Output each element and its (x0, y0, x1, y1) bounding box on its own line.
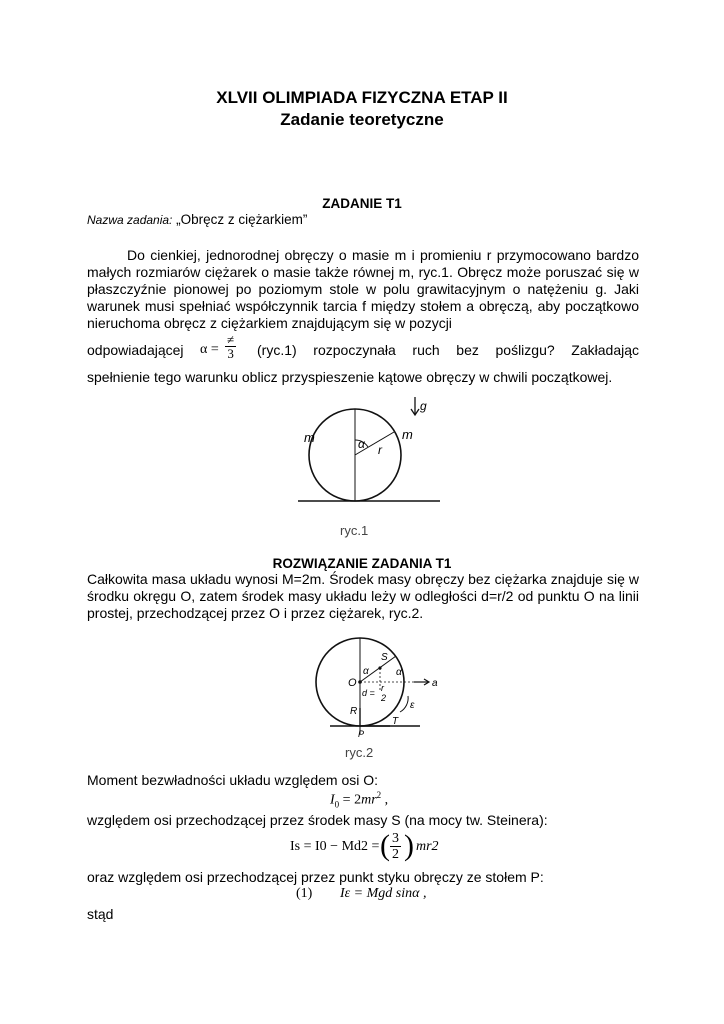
page-subtitle: Zadanie teoretyczne (280, 110, 444, 129)
formula-2-lhs: Is = I0 − Md2 = (290, 839, 380, 854)
label-m-right: m (402, 427, 413, 442)
fig2-label-two: 2 (381, 693, 387, 703)
task-paragraph: Do cienkiej, jednorodnej obręczy o masie m i promieniu r przymocowano bardzo małych rozmiarów ciężarek o masie także równej m, ryc.1. Obręcz może poruszać się w płaszczyźnie pionowej po poziomym stole w polu grawitacyjnym o natężeniu g. Jaki warunek musi spełniać współczynnik tarcia f między stołem a obręczą, aby początkowo nieruchoma obręcz z ciężarkiem znajdującym się w pozycji (87, 247, 639, 331)
fig2-label-O: O (348, 677, 357, 689)
page-title: XLVII OLIMPIADA FIZYCZNA ETAP II (216, 88, 508, 107)
fig2-label-R: R (350, 706, 358, 717)
figure-2-caption: ryc.2 (345, 745, 374, 760)
point-O (358, 680, 362, 684)
solution-paragraph: Całkowita masa układu wynosi M=2m. Środek masy obręczy bez ciężarka znajduje się w środku okręgu O, zatem środek masy układu leży w odległości d=r/2 od punktu O na linii prostej, przechodzącej przez O i przez ciężarek, ryc.2. (87, 571, 639, 621)
stad-line: stąd (87, 906, 114, 922)
label-alpha: α (358, 437, 365, 451)
task-name-line (87, 212, 307, 227)
fig2-label-S: S (381, 652, 388, 663)
alpha-fraction (225, 333, 236, 360)
steiner-line: względem osi przechodzącej przez środek masy S (na mocy tw. Steinera): (87, 812, 548, 828)
label-m-left: m (304, 430, 315, 445)
task-line2-end: (ryc.1) rozpoczynała ruch bez poślizgu? Zakładając (257, 342, 639, 358)
alpha-denominator: 3 (227, 346, 234, 361)
task-line-alpha (87, 333, 639, 367)
formula-3: Iε = Mgd sinα , (340, 886, 427, 901)
figure-1-caption: ryc.1 (340, 523, 369, 538)
figure-1 (290, 392, 450, 512)
moment-line: Moment bezwładności układu względem osi O: (87, 772, 379, 788)
formula-2-den: 2 (392, 847, 399, 862)
formula-2-fraction (390, 831, 401, 862)
formula-2 (290, 829, 470, 867)
fig2-label-a: a (432, 678, 438, 689)
fig2-label-alpha2: α (396, 667, 402, 678)
paren-close: ) (404, 829, 414, 862)
fig2-label-d: d = (362, 688, 375, 698)
formula-2-num: 3 (392, 831, 399, 846)
task-name-value: „Obręcz z ciężarkiem” (176, 212, 308, 227)
fig2-label-r: r (381, 683, 384, 693)
point-S (378, 666, 381, 669)
label-r: r (378, 443, 382, 457)
task-heading: ZADANIE T1 (322, 196, 402, 211)
figure-2 (310, 630, 450, 738)
alpha-numerator: ≠ (227, 332, 235, 347)
task-name-label: Nazwa zadania: (87, 213, 173, 227)
fig2-label-eps: ε (410, 700, 415, 711)
fig2-label-alpha1: α (363, 666, 369, 677)
solution-heading: ROZWIĄZANIE ZADANIA T1 (272, 556, 452, 571)
fig2-label-T: T (392, 716, 399, 727)
paren-open: ( (380, 829, 390, 862)
formula-1: $I_0 = 2mr^2$ , (330, 790, 389, 810)
formula-2-rhs: mr2 (416, 839, 439, 854)
alpha-lhs: α = (200, 342, 219, 357)
contact-line: oraz względem osi przechodzącej przez punkt styku obręczy ze stołem P: (87, 869, 544, 885)
fig2-label-P: P (358, 729, 365, 738)
task-line3: spełnienie tego warunku oblicz przyspieszenie kątowe obręczy w chwili początkowej. (87, 369, 613, 385)
label-g: g (420, 399, 427, 413)
task-line2-start: odpowiadającej (87, 342, 184, 358)
formula-3-number: (1) (296, 886, 313, 901)
